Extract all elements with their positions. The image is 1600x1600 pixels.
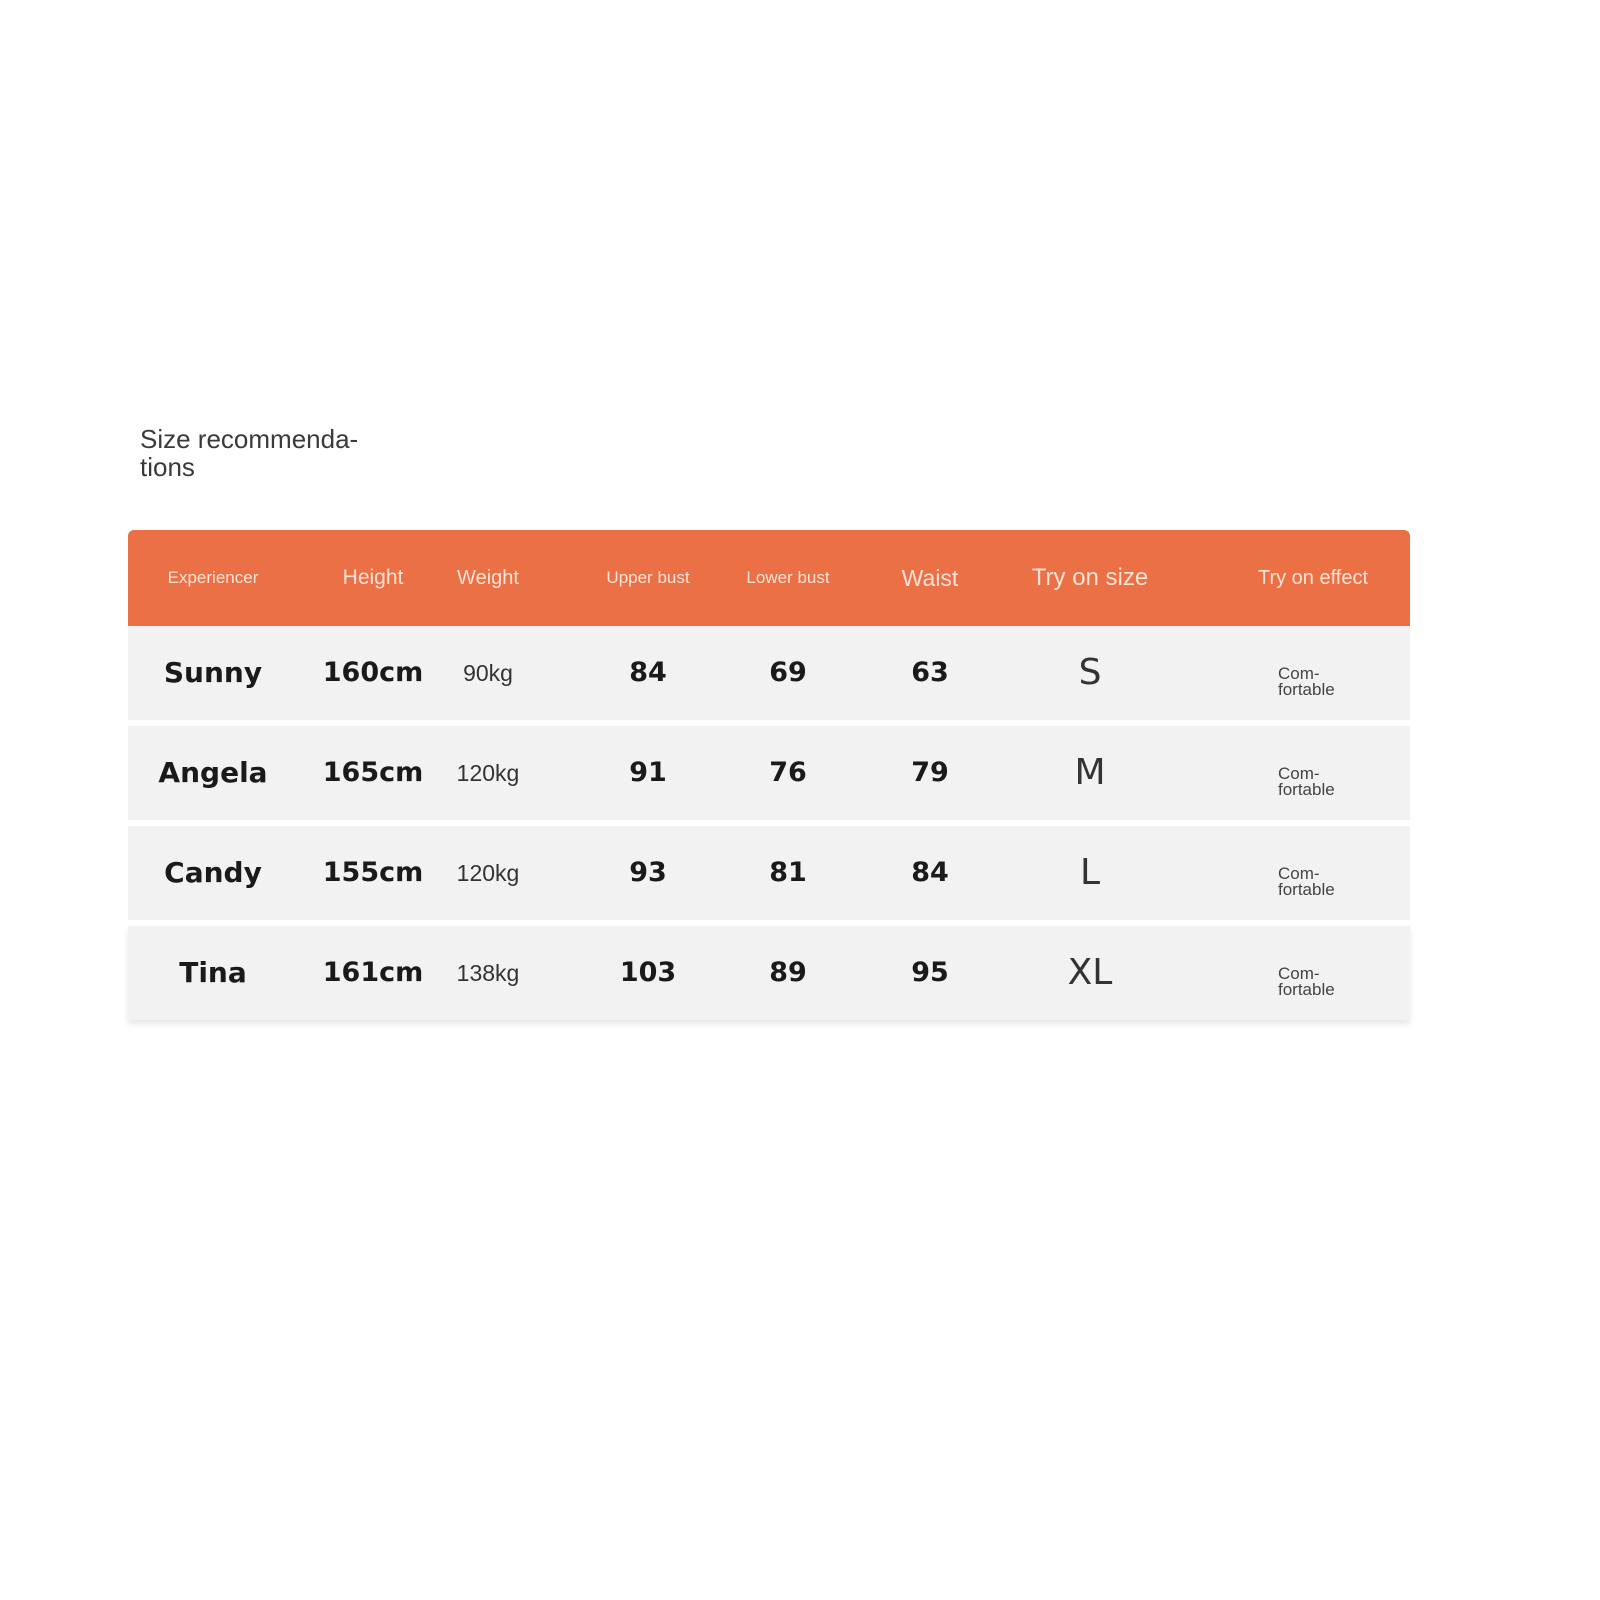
table-row: [128, 926, 1410, 1020]
cell-experiencer: Tina: [179, 956, 247, 989]
cell-upper-bust: 93: [629, 857, 667, 888]
cell-upper-bust: 103: [619, 957, 677, 988]
cell-lower-bust: 89: [769, 957, 807, 988]
cell-try-on-effect: Com- fortable: [1278, 764, 1335, 799]
cell-height: 161cm: [322, 957, 424, 988]
cell-lower-bust: 81: [769, 857, 807, 888]
cell-experiencer: Candy: [164, 856, 262, 889]
cell-upper-bust: 84: [629, 657, 667, 688]
cell-try-on-size: S: [1078, 652, 1102, 693]
cell-weight: 90kg: [463, 660, 513, 686]
cell-try-on-effect: Com- fortable: [1278, 664, 1335, 699]
cell-try-on-effect: Com- fortable: [1278, 964, 1335, 999]
cell-try-on-size: L: [1079, 852, 1101, 893]
cell-lower-bust: 76: [769, 757, 807, 788]
cell-weight: 138kg: [456, 960, 520, 986]
cell-try-on-size: XL: [1067, 952, 1113, 993]
section-title: Size recommenda- tions: [140, 424, 359, 482]
cell-try-on-size: M: [1074, 752, 1106, 793]
cell-lower-bust: 69: [769, 657, 807, 688]
cell-upper-bust: 91: [629, 757, 667, 788]
cell-weight: 120kg: [456, 760, 520, 786]
cell-weight: 120kg: [456, 860, 520, 886]
header-weight: Weight: [457, 567, 519, 589]
table-row: [128, 726, 1410, 820]
cell-waist: 95: [911, 957, 949, 988]
cell-height: 155cm: [322, 857, 424, 888]
table-row: [128, 626, 1410, 720]
size-table: [128, 530, 1410, 1020]
cell-waist: 84: [911, 857, 949, 888]
header-try-on-effect: Try on effect: [1257, 567, 1369, 589]
cell-height: 160cm: [322, 657, 424, 688]
cell-experiencer: Sunny: [163, 656, 263, 689]
cell-try-on-effect: Com- fortable: [1278, 864, 1335, 899]
cell-waist: 79: [911, 757, 949, 788]
cell-waist: 63: [911, 657, 949, 688]
header-experiencer: Experiencer: [167, 568, 259, 587]
header-waist: Waist: [901, 565, 959, 591]
cell-height: 165cm: [322, 757, 424, 788]
header-lower-bust: Lower bust: [746, 568, 830, 587]
table-header-row: [128, 530, 1410, 626]
header-height: Height: [342, 566, 404, 589]
cell-experiencer: Angela: [158, 756, 268, 789]
header-upper-bust: Upper bust: [606, 568, 690, 587]
table-row: [128, 826, 1410, 920]
header-try-on-size: Try on size: [1031, 564, 1149, 591]
